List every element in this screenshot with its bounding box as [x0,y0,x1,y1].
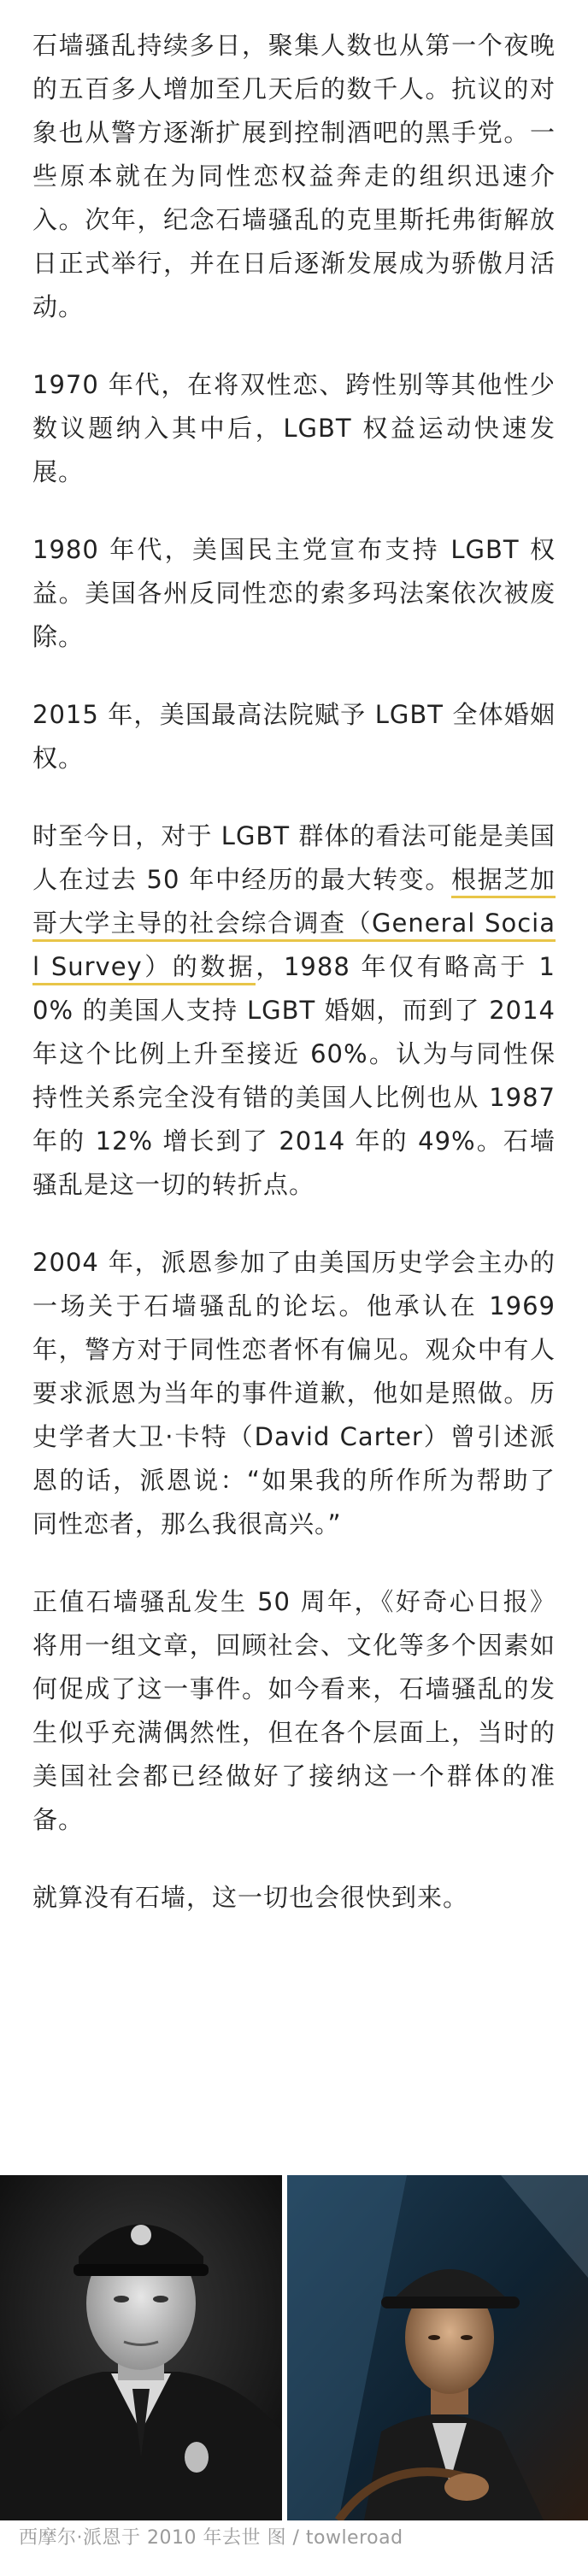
paragraph-3: 1980 年代，美国民主党宣布支持 LGBT 权益。美国各州反同性恋的索多玛法案依次被废除。 [32,535,556,651]
paragraph-6: 2004 年，派恩参加了由美国历史学会主办的一场关于石墙骚乱的论坛。他承认在 1969 年，警方对于同性恋者怀有偏见。观众中有人要求派恩为当年的事件道歉，他如是照做。历史学者大卫·卡特（David Carter）曾引述派恩的话，派恩说：“如果我的所作所为帮助了同性恋者，那么我很高兴。” [32,1248,556,1538]
paragraph-2: 1970 年代，在将双性恋、跨性别等其他性少数议题纳入其中后，LGBT 权益运动快速发展。 [32,370,556,486]
survey-link[interactable]: 根据芝加哥大学主导的社会综合调查（General Social Survey）的数据 [32,865,556,985]
paragraph-1: 石墙骚乱持续多日，聚集人数也从第一个夜晚的五百多人增加至几天后的数千人。抗议的对象也从警方逐渐扩展到控制酒吧的黑手党。一些原本就在为同性恋权益奔走的组织迅速介入。次年，纪念石墙骚乱的克里斯托弗街解放日正式举行，并在日后逐渐发展成为骄傲月活动。 [32,31,556,321]
actor-portrait-photo [287,2175,588,2520]
paragraph-4: 2015 年，美国最高法院赋予 LGBT 全体婚姻权。 [32,700,556,773]
paragraph-5-lead: 时至今日，对于 LGBT 群体的看法可能是美国人在过去 50 年中经历的最大转变。 [32,821,556,894]
paragraph-5 [32,815,556,1207]
paragraph-8: 就算没有石墙，这一切也会很快到来。 [32,1883,469,1912]
actor-portrait-image [287,2175,588,2520]
police-officer-photo [0,2175,282,2520]
paragraph-7: 正值石墙骚乱发生 50 周年，《好奇心日报》将用一组文章，回顾社会、文化等多个因素如何促成了这一事件。如今看来，石墙骚乱的发生似乎充满偶然性，但在各个层面上，当时的美国社会都已经做好了接纳这一个群体的准备。 [32,1587,556,1834]
photo-caption: 西摩尔·派恩于 2010 年去世 图 / towleroad [19,2527,403,2549]
police-officer-image [0,2175,282,2520]
photo-strip [0,2175,588,2520]
paragraph-5-rest: ，1988 年仅有略高于 10% 的美国人支持 LGBT 婚姻，而到了 2014 年这个比例上升至接近 60%。认为与同性保持性关系完全没有错的美国人比例也从 1987 年的 12% 增长到了 2014 年的 49%。石墙骚乱是这一切的转折点。 [32,952,556,1199]
